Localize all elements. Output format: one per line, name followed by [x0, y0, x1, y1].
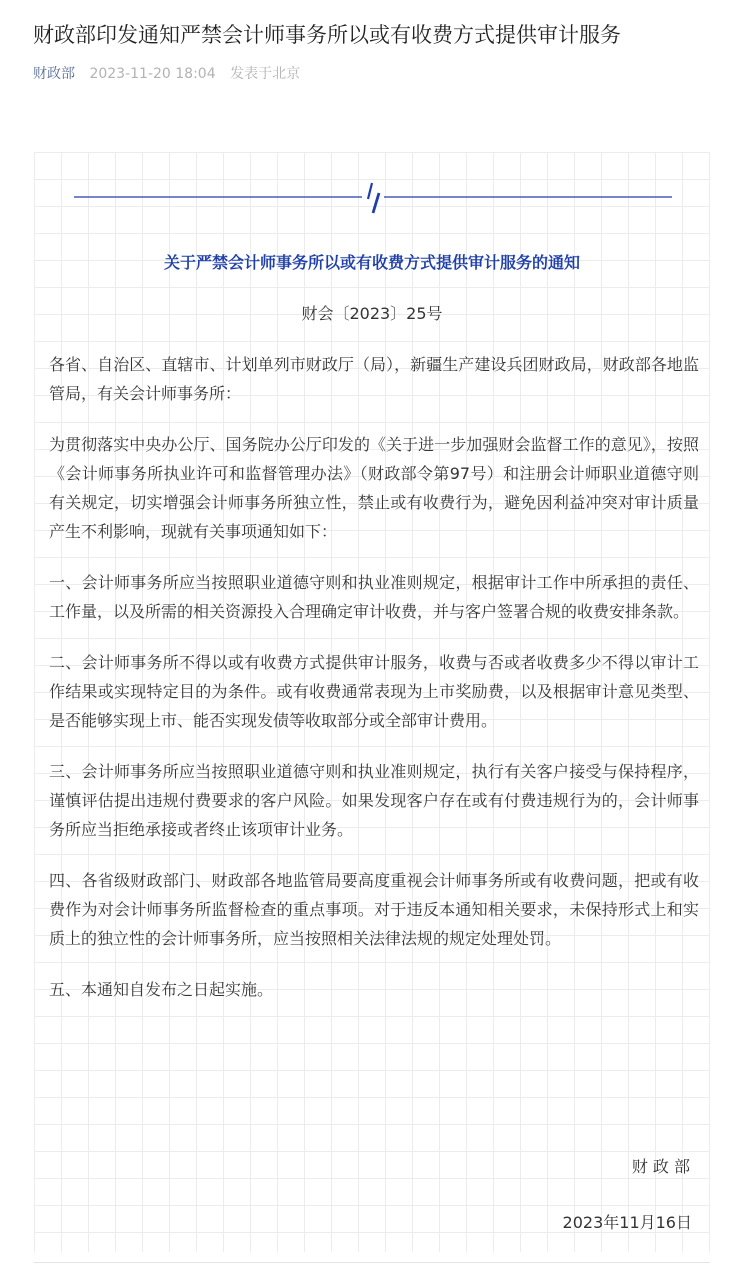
paragraph-intro: 为贯彻落实中央办公厅、国务院办公厅印发的《关于进一步加强财会监督工作的意见》，按照《会计师事务所执业许可和监督管理办法》（财政部令第97号）和注册会计师职业道德守则有关规定，切实增强会计师事务所独立性，禁止或有收费行为，避免因利益冲突对审计质量产生不利影响，现就有关事项通知如下：: [49, 435, 699, 541]
article-meta: [33, 64, 300, 84]
paragraph-item-5: 五、本通知自发布之日起实施。: [49, 980, 274, 999]
publish-time: 2023-11-20 18:04: [89, 66, 216, 82]
paragraph-item-3: 三、会计师事务所应当按照职业道德守则和执业准则规定，执行有关客户接受与保持程序，谨慎评估提出违规付费要求的客户风险。如果发现客户存在或有付费违规行为的，会计师事务所应当拒绝承接或者终止该项审计业务。: [49, 762, 699, 839]
publish-location: 发表于北京: [230, 66, 301, 82]
document-body: [49, 350, 699, 1026]
divider-decoration: [74, 180, 672, 214]
document-date: 2023年11月16日: [562, 1213, 692, 1232]
paragraph-item-1: 一、会计师事务所应当按照职业道德守则和执业准则规定，根据审计工作中所承担的责任、工作量，以及所需的相关资源投入合理确定审计收费，并与客户签署合规的收费安排条款。: [49, 573, 699, 621]
paragraph-item-4: 四、各省级财政部门、财政部各地监管局要高度重视会计师事务所或有收费问题，把或有收费作为对会计师事务所监督检查的重点事项。对于违反本通知相关要求，未保持形式上和实质上的独立性的会计师事务所，应当按照相关法律法规的规定处理处罚。: [49, 871, 699, 948]
source-link[interactable]: 财政部: [33, 66, 75, 82]
paragraph-item-2: 二、会计师事务所不得以或有收费方式提供审计服务，收费与否或者收费多少不得以审计工作结果或实现特定目的为条件。或有收费通常表现为上市奖励费，以及根据审计意见类型、是否能够实现上市、能否实现发债等收取部分或全部审计费用。: [49, 653, 699, 730]
paragraph-addressee: 各省、自治区、直辖市、计划单列市财政厅（局），新疆生产建设兵团财政局，财政部各地监管局，有关会计师事务所：: [49, 355, 699, 403]
document-title: 关于严禁会计师事务所以或有收费方式提供审计服务的通知: [163, 253, 580, 272]
bottom-divider: [34, 1262, 710, 1263]
document-number: 财会〔2023〕25号: [301, 304, 443, 323]
document-card: [34, 152, 710, 1252]
signature: 财 政 部: [631, 1157, 690, 1176]
article-title: 财政部印发通知严禁会计师事务所以或有收费方式提供审计服务: [33, 23, 621, 47]
